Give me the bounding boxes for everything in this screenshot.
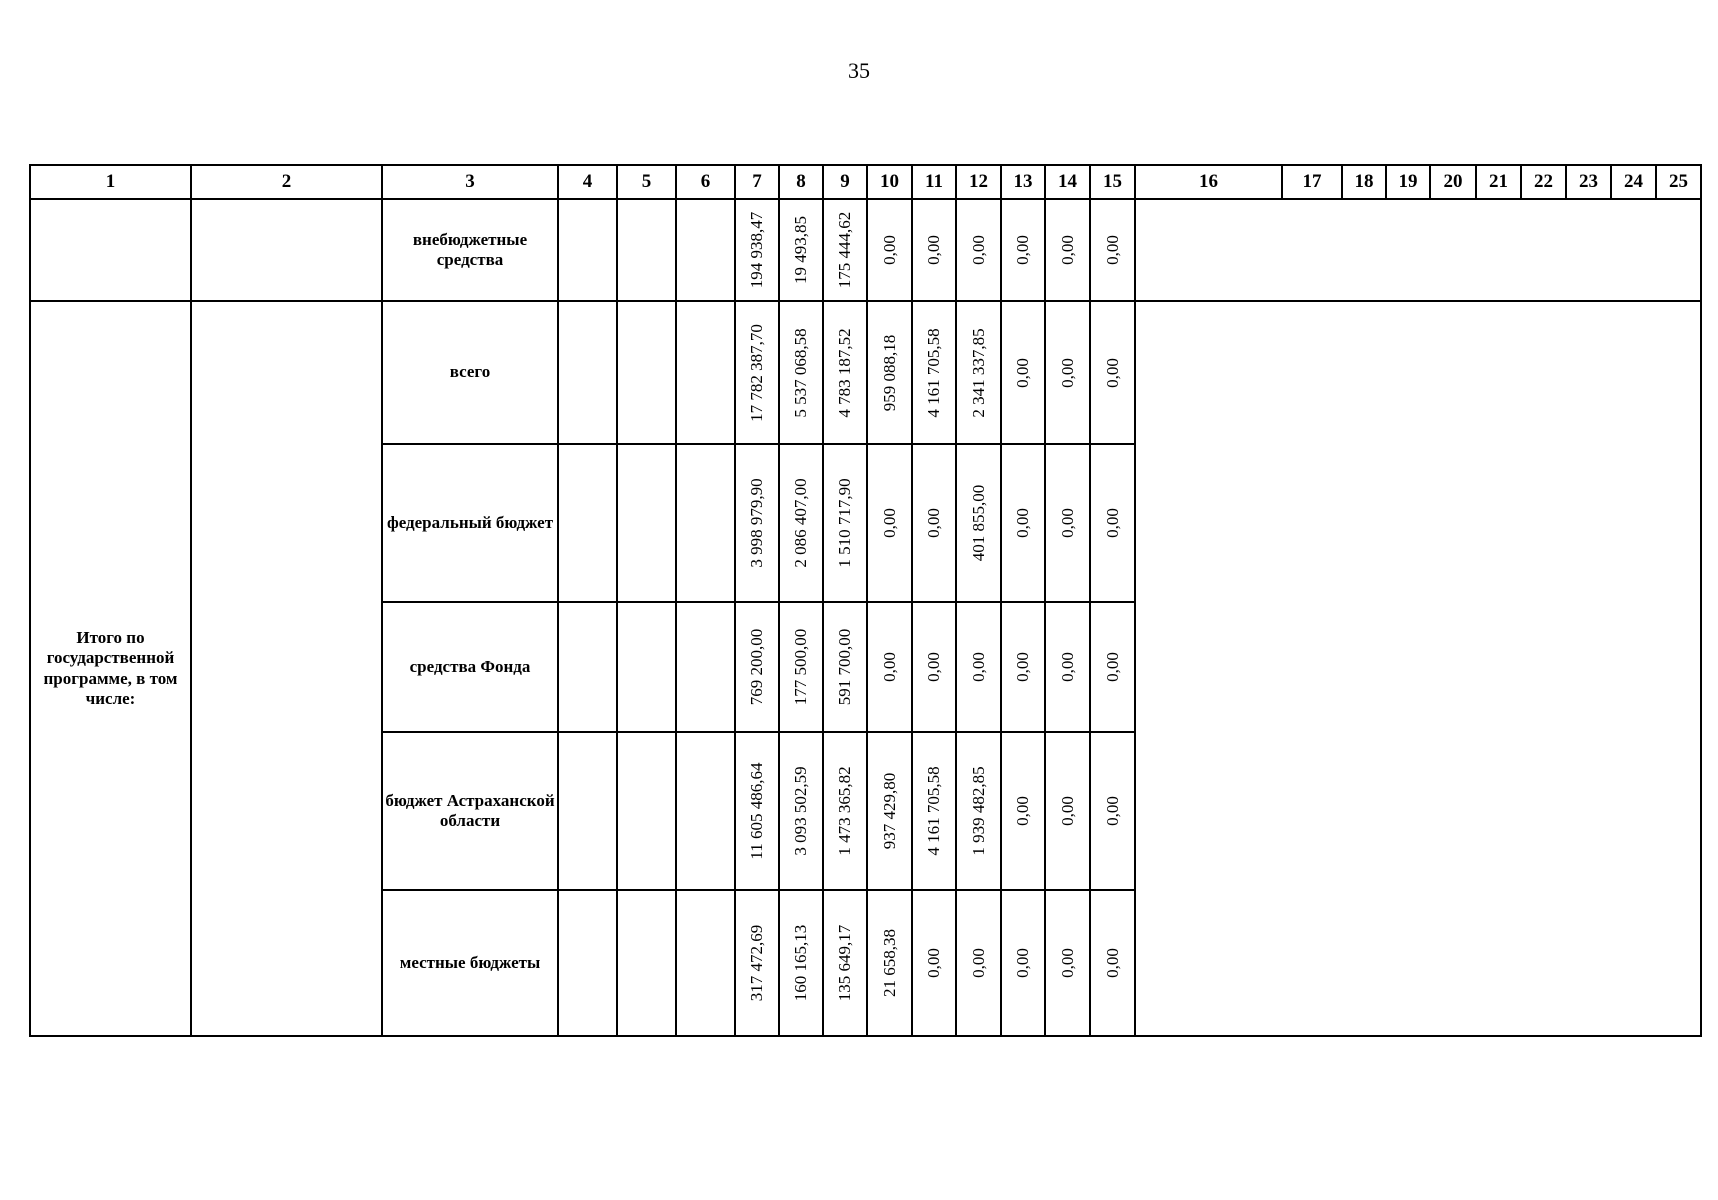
col-header: 15 (1090, 165, 1135, 199)
col-header: 11 (912, 165, 956, 199)
value-cell (956, 444, 1001, 602)
col-header: 24 (1611, 165, 1656, 199)
value-cell (867, 301, 912, 444)
value-cell (779, 444, 823, 602)
value-text: 0,00 (1102, 652, 1122, 682)
empty-cell (617, 301, 676, 444)
col-header: 5 (617, 165, 676, 199)
value-cell (1090, 890, 1135, 1036)
col-header: 19 (1386, 165, 1430, 199)
row-label: внебюджетные средства (382, 199, 558, 301)
value-text: 0,00 (1102, 235, 1122, 265)
empty-merged-cell (1135, 199, 1701, 301)
empty-cell (676, 890, 735, 1036)
empty-cell (676, 602, 735, 732)
value-text: 3 998 979,90 (747, 478, 766, 568)
value-cell (779, 890, 823, 1036)
value-text: 0,00 (1057, 235, 1077, 265)
value-cell (1045, 890, 1090, 1036)
value-cell (823, 199, 867, 301)
col-header: 10 (867, 165, 912, 199)
page-number: 35 (848, 58, 870, 83)
value-cell (867, 890, 912, 1036)
value-cell (1001, 602, 1045, 732)
value-text: 5 537 068,58 (791, 327, 810, 418)
value-cell (779, 602, 823, 732)
value-text: 1 473 365,82 (835, 766, 854, 856)
value-cell (912, 444, 956, 602)
value-cell (735, 301, 779, 444)
value-cell (1001, 199, 1045, 301)
value-text: 177 500,00 (791, 628, 810, 706)
value-text: 0,00 (924, 235, 943, 265)
value-cell (735, 732, 779, 890)
value-cell (1090, 199, 1135, 301)
value-cell (1045, 444, 1090, 602)
value-text: 160 165,13 (791, 924, 810, 1002)
col-header: 17 (1282, 165, 1342, 199)
empty-cell (617, 602, 676, 732)
value-text: 2 341 337,85 (968, 327, 988, 418)
program-total-label: Итого по государственной программе, в том числе: (30, 301, 191, 1036)
col-header: 3 (382, 165, 558, 199)
row-label: местные бюджеты (382, 890, 558, 1036)
value-text: 19 493,85 (791, 216, 810, 284)
value-text: 0,00 (1057, 948, 1077, 978)
col-header: 22 (1521, 165, 1566, 199)
value-cell (779, 732, 823, 890)
col-header: 16 (1135, 165, 1282, 199)
value-text: 937 429,80 (879, 772, 899, 850)
value-text: 0,00 (968, 948, 988, 978)
value-text: 0,00 (1013, 508, 1032, 538)
value-cell (912, 732, 956, 890)
value-text: 0,00 (1013, 652, 1032, 682)
value-cell (867, 602, 912, 732)
value-text: 175 444,62 (835, 211, 854, 289)
col-header: 13 (1001, 165, 1045, 199)
value-text: 317 472,69 (747, 924, 766, 1002)
empty-cell (676, 444, 735, 602)
value-cell (1045, 732, 1090, 890)
value-cell (1045, 602, 1090, 732)
value-cell (779, 199, 823, 301)
value-text: 0,00 (1057, 508, 1077, 538)
value-text: 0,00 (924, 652, 943, 682)
value-cell (867, 732, 912, 890)
col-header: 20 (1430, 165, 1476, 199)
value-text: 135 649,17 (835, 924, 854, 1002)
value-cell (956, 602, 1001, 732)
col-header: 25 (1656, 165, 1701, 199)
value-cell (779, 301, 823, 444)
value-text: 1 939 482,85 (968, 766, 988, 856)
value-cell (735, 890, 779, 1036)
value-text: 4 783 187,52 (835, 327, 854, 418)
col-header: 4 (558, 165, 617, 199)
value-text: 401 855,00 (968, 484, 988, 562)
value-cell (1090, 444, 1135, 602)
value-cell (1001, 890, 1045, 1036)
value-text: 0,00 (1102, 357, 1122, 388)
value-text: 0,00 (879, 508, 899, 538)
value-cell (956, 732, 1001, 890)
value-text: 0,00 (1013, 235, 1032, 265)
value-text: 959 088,18 (879, 334, 899, 411)
value-text: 0,00 (1057, 796, 1077, 826)
value-cell (912, 890, 956, 1036)
col-header: 2 (191, 165, 382, 199)
value-cell (735, 444, 779, 602)
empty-merged-cell (1135, 301, 1701, 1036)
empty-cell (617, 732, 676, 890)
empty-cell (558, 199, 617, 301)
value-cell (823, 301, 867, 444)
value-text: 0,00 (924, 948, 943, 978)
value-cell (735, 199, 779, 301)
column-number-row (30, 165, 1701, 199)
value-text: 11 605 486,64 (747, 762, 766, 860)
row-label: бюджет Астраханской области (382, 732, 558, 890)
value-text: 591 700,00 (835, 628, 854, 706)
row-label: всего (382, 301, 558, 444)
empty-cell (558, 602, 617, 732)
value-cell (956, 890, 1001, 1036)
value-text: 17 782 387,70 (747, 323, 766, 422)
value-text: 0,00 (1057, 652, 1077, 682)
value-cell (1045, 199, 1090, 301)
empty-cell (558, 444, 617, 602)
empty-cell (676, 732, 735, 890)
empty-cell (558, 732, 617, 890)
value-text: 0,00 (1013, 357, 1032, 388)
table-row (30, 301, 1701, 444)
col-header: 18 (1342, 165, 1386, 199)
col-header: 1 (30, 165, 191, 199)
value-text: 0,00 (1102, 796, 1122, 826)
value-text: 194 938,47 (747, 211, 766, 289)
empty-cell (676, 199, 735, 301)
value-text: 0,00 (924, 508, 943, 538)
empty-cell (30, 199, 191, 301)
value-text: 0,00 (1013, 796, 1032, 826)
value-text: 1 510 717,90 (835, 478, 854, 568)
value-text: 21 658,38 (879, 929, 899, 997)
value-text: 0,00 (1013, 948, 1032, 978)
value-text: 3 093 502,59 (791, 766, 810, 856)
value-text: 0,00 (1057, 357, 1077, 388)
empty-cell (617, 890, 676, 1036)
value-cell (823, 890, 867, 1036)
row-label: средства Фонда (382, 602, 558, 732)
empty-cell (676, 301, 735, 444)
col-header: 12 (956, 165, 1001, 199)
value-cell (1090, 732, 1135, 890)
col-header: 21 (1476, 165, 1521, 199)
value-text: 0,00 (968, 235, 988, 265)
value-cell (823, 732, 867, 890)
col-header: 8 (779, 165, 823, 199)
value-text: 0,00 (1102, 508, 1122, 538)
value-text: 4 161 705,58 (924, 327, 943, 418)
value-text: 0,00 (879, 235, 899, 265)
value-text: 769 200,00 (747, 628, 766, 706)
budget-table (29, 164, 1702, 1037)
value-cell (912, 199, 956, 301)
value-cell (912, 602, 956, 732)
value-cell (1001, 732, 1045, 890)
empty-cell (617, 199, 676, 301)
value-cell (735, 602, 779, 732)
value-text: 4 161 705,58 (924, 766, 943, 856)
col-header: 14 (1045, 165, 1090, 199)
col-header: 9 (823, 165, 867, 199)
value-cell (956, 301, 1001, 444)
col-header: 23 (1566, 165, 1611, 199)
value-cell (867, 444, 912, 602)
col-header: 7 (735, 165, 779, 199)
value-cell (1001, 301, 1045, 444)
empty-cell (558, 301, 617, 444)
value-text: 0,00 (879, 652, 899, 682)
value-text: 0,00 (1102, 948, 1122, 978)
empty-cell (617, 444, 676, 602)
value-cell (867, 199, 912, 301)
empty-cell (191, 301, 382, 1036)
empty-cell (191, 199, 382, 301)
empty-cell (558, 890, 617, 1036)
table-row (30, 199, 1701, 301)
value-cell (1090, 301, 1135, 444)
value-cell (1001, 444, 1045, 602)
value-cell (1090, 602, 1135, 732)
col-header: 6 (676, 165, 735, 199)
value-cell (956, 199, 1001, 301)
row-label: федеральный бюджет (382, 444, 558, 602)
value-text: 0,00 (968, 652, 988, 682)
value-text: 2 086 407,00 (791, 478, 810, 568)
value-cell (823, 602, 867, 732)
value-cell (1045, 301, 1090, 444)
value-cell (823, 444, 867, 602)
value-cell (912, 301, 956, 444)
